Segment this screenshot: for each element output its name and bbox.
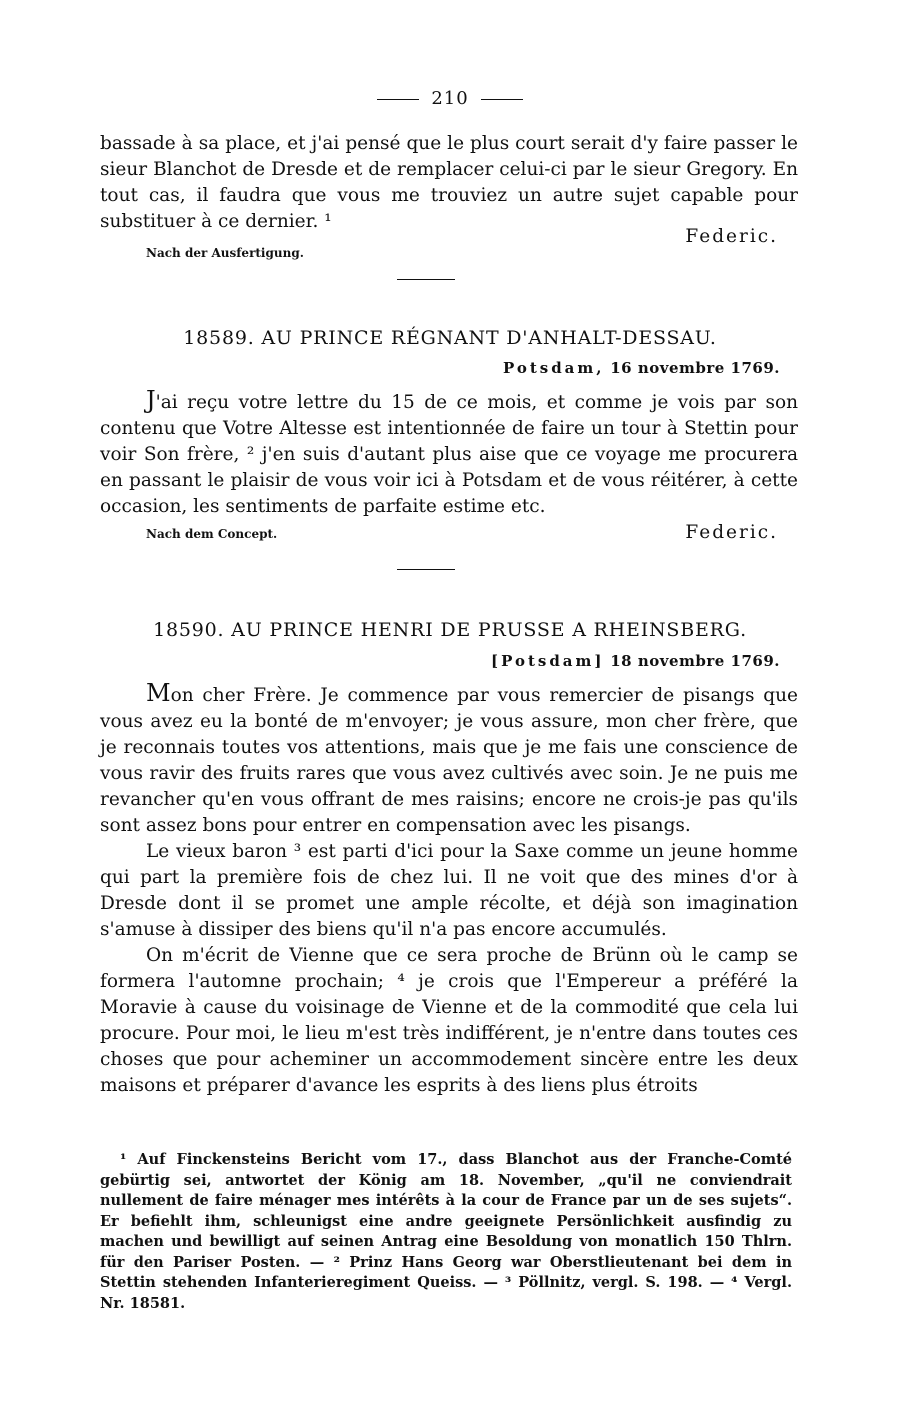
letter-body-18589 bbox=[100, 387, 798, 520]
footnotes-text: ¹ Auf Finckensteins Bericht vom 17., dass Blanchot aus der Franche-Comté gebürtig sei, antwortet der König am 18. November, „qu'il ne conviendrait nullement de faire ménager mes intérêts à la cour de France par un de ses sujets“. Er befiehlt ihm, schleunigst eine andre geeignete Persönlichkeit ausfindig zu machen und bewilligt auf seinen Antrag eine Besoldung von monatlich 150 Thlrn. für den Pariser Posten. — ² Prinz Hans Georg war Oberstlieutenant bei dem in Stettin stehenden Infanterieregiment Queiss. — ³ Pöllnitz, vergl. S. 198. — ⁴ Vergl. Nr. 18581. bbox=[100, 1151, 792, 1312]
header-dash-right bbox=[481, 99, 523, 100]
section-divider bbox=[397, 279, 455, 280]
paragraph-1-18590 bbox=[100, 680, 798, 839]
signature-top: Federic. bbox=[685, 226, 778, 247]
place-18589: Potsdam, bbox=[502, 359, 605, 377]
page-header bbox=[0, 88, 900, 109]
paragraph-18589 bbox=[100, 387, 798, 520]
page-number: 210 bbox=[431, 88, 469, 109]
footnotes bbox=[100, 1150, 792, 1314]
letter-body-18590 bbox=[100, 680, 798, 1099]
paragraph-2-18590: Le vieux baron ³ est parti d'ici pour la Saxe comme un jeune homme qui part la première fois de chez lui. Il ne voit que des mines d'or à Dresde dont il se promet une ample récolte, et déjà son imagination s'amuse à dissiper des biens qu'il n'a pas encore accumulés. bbox=[100, 841, 798, 940]
paragraph-1-text-18590: on cher Frère. Je commence par vous remercier de pisangs que vous avez eu la bonté de m'envoyer; je vous assure, mon cher frère, que je reconnais toutes vos attentions, mais que je me fais une conscience de vous ravir des fruits rares que vous avez cultivés avec soin. Je ne puis me revancher qu'en vous offrant de mes raisins; encore ne crois-je pas qu'ils sont assez bons pour entrer en compensation avec les pisangs. bbox=[100, 685, 798, 836]
section-divider bbox=[397, 569, 455, 570]
letter-heading-18589: 18589. AU PRINCE RÉGNANT D'ANHALT-DESSAU. bbox=[183, 327, 717, 349]
header-dash-left bbox=[377, 99, 419, 100]
source-note-top: Nach der Ausfertigung. bbox=[146, 246, 304, 260]
letter-heading-18590: 18590. AU PRINCE HENRI DE PRUSSE A RHEINSBERG. bbox=[153, 619, 747, 641]
continued-paragraph: bassade à sa place, et j'ai pensé que le plus court serait d'y faire passer le sieur Blanchot de Dresde et de remplacer celui-ci par le sieur Gregory. En tout cas, il faudra que vous me trouviez un autre sujet capable pour substituer à ce dernier. ¹ bbox=[100, 133, 798, 232]
drop-initial-18590: M bbox=[146, 679, 171, 707]
drop-initial-18589: J bbox=[146, 386, 156, 414]
date-18590: 18 novembre 1769. bbox=[610, 652, 780, 670]
date-18589: 16 novembre 1769. bbox=[610, 359, 780, 377]
paragraph-text-18589: 'ai reçu votre lettre du 15 de ce mois, et comme je vois par son contenu que Votre Altesse est intentionnée de faire un tour à Stettin pour voir Son frère, ² j'en suis d'autant plus aise que ce voyage me procurera en passant le plaisir de vous voir ici à Potsdam et de vous réitérer, à cette occasion, les sentiments de parfaite estime etc. bbox=[100, 392, 798, 517]
signature-18589: Federic. bbox=[685, 522, 778, 543]
source-note-18589: Nach dem Concept. bbox=[146, 527, 278, 541]
dateline-18589 bbox=[503, 359, 780, 377]
place-18590: [Potsdam] bbox=[490, 652, 605, 670]
dateline-18590 bbox=[491, 652, 780, 670]
paragraph-3-18590: On m'écrit de Vienne que ce sera proche de Brünn où le camp se formera l'automne prochain; ⁴ je crois que l'Empereur a préféré la Moravie à cause du voisinage de Vienne et de la commodité que cela lui procure. Pour moi, le lieu m'est très indifférent, je n'entre dans toutes ces choses que pour acheminer un accommodement sincère entre les deux maisons et préparer d'avance les esprits à des liens plus étroits bbox=[100, 945, 798, 1096]
continued-letter-text bbox=[100, 131, 798, 235]
